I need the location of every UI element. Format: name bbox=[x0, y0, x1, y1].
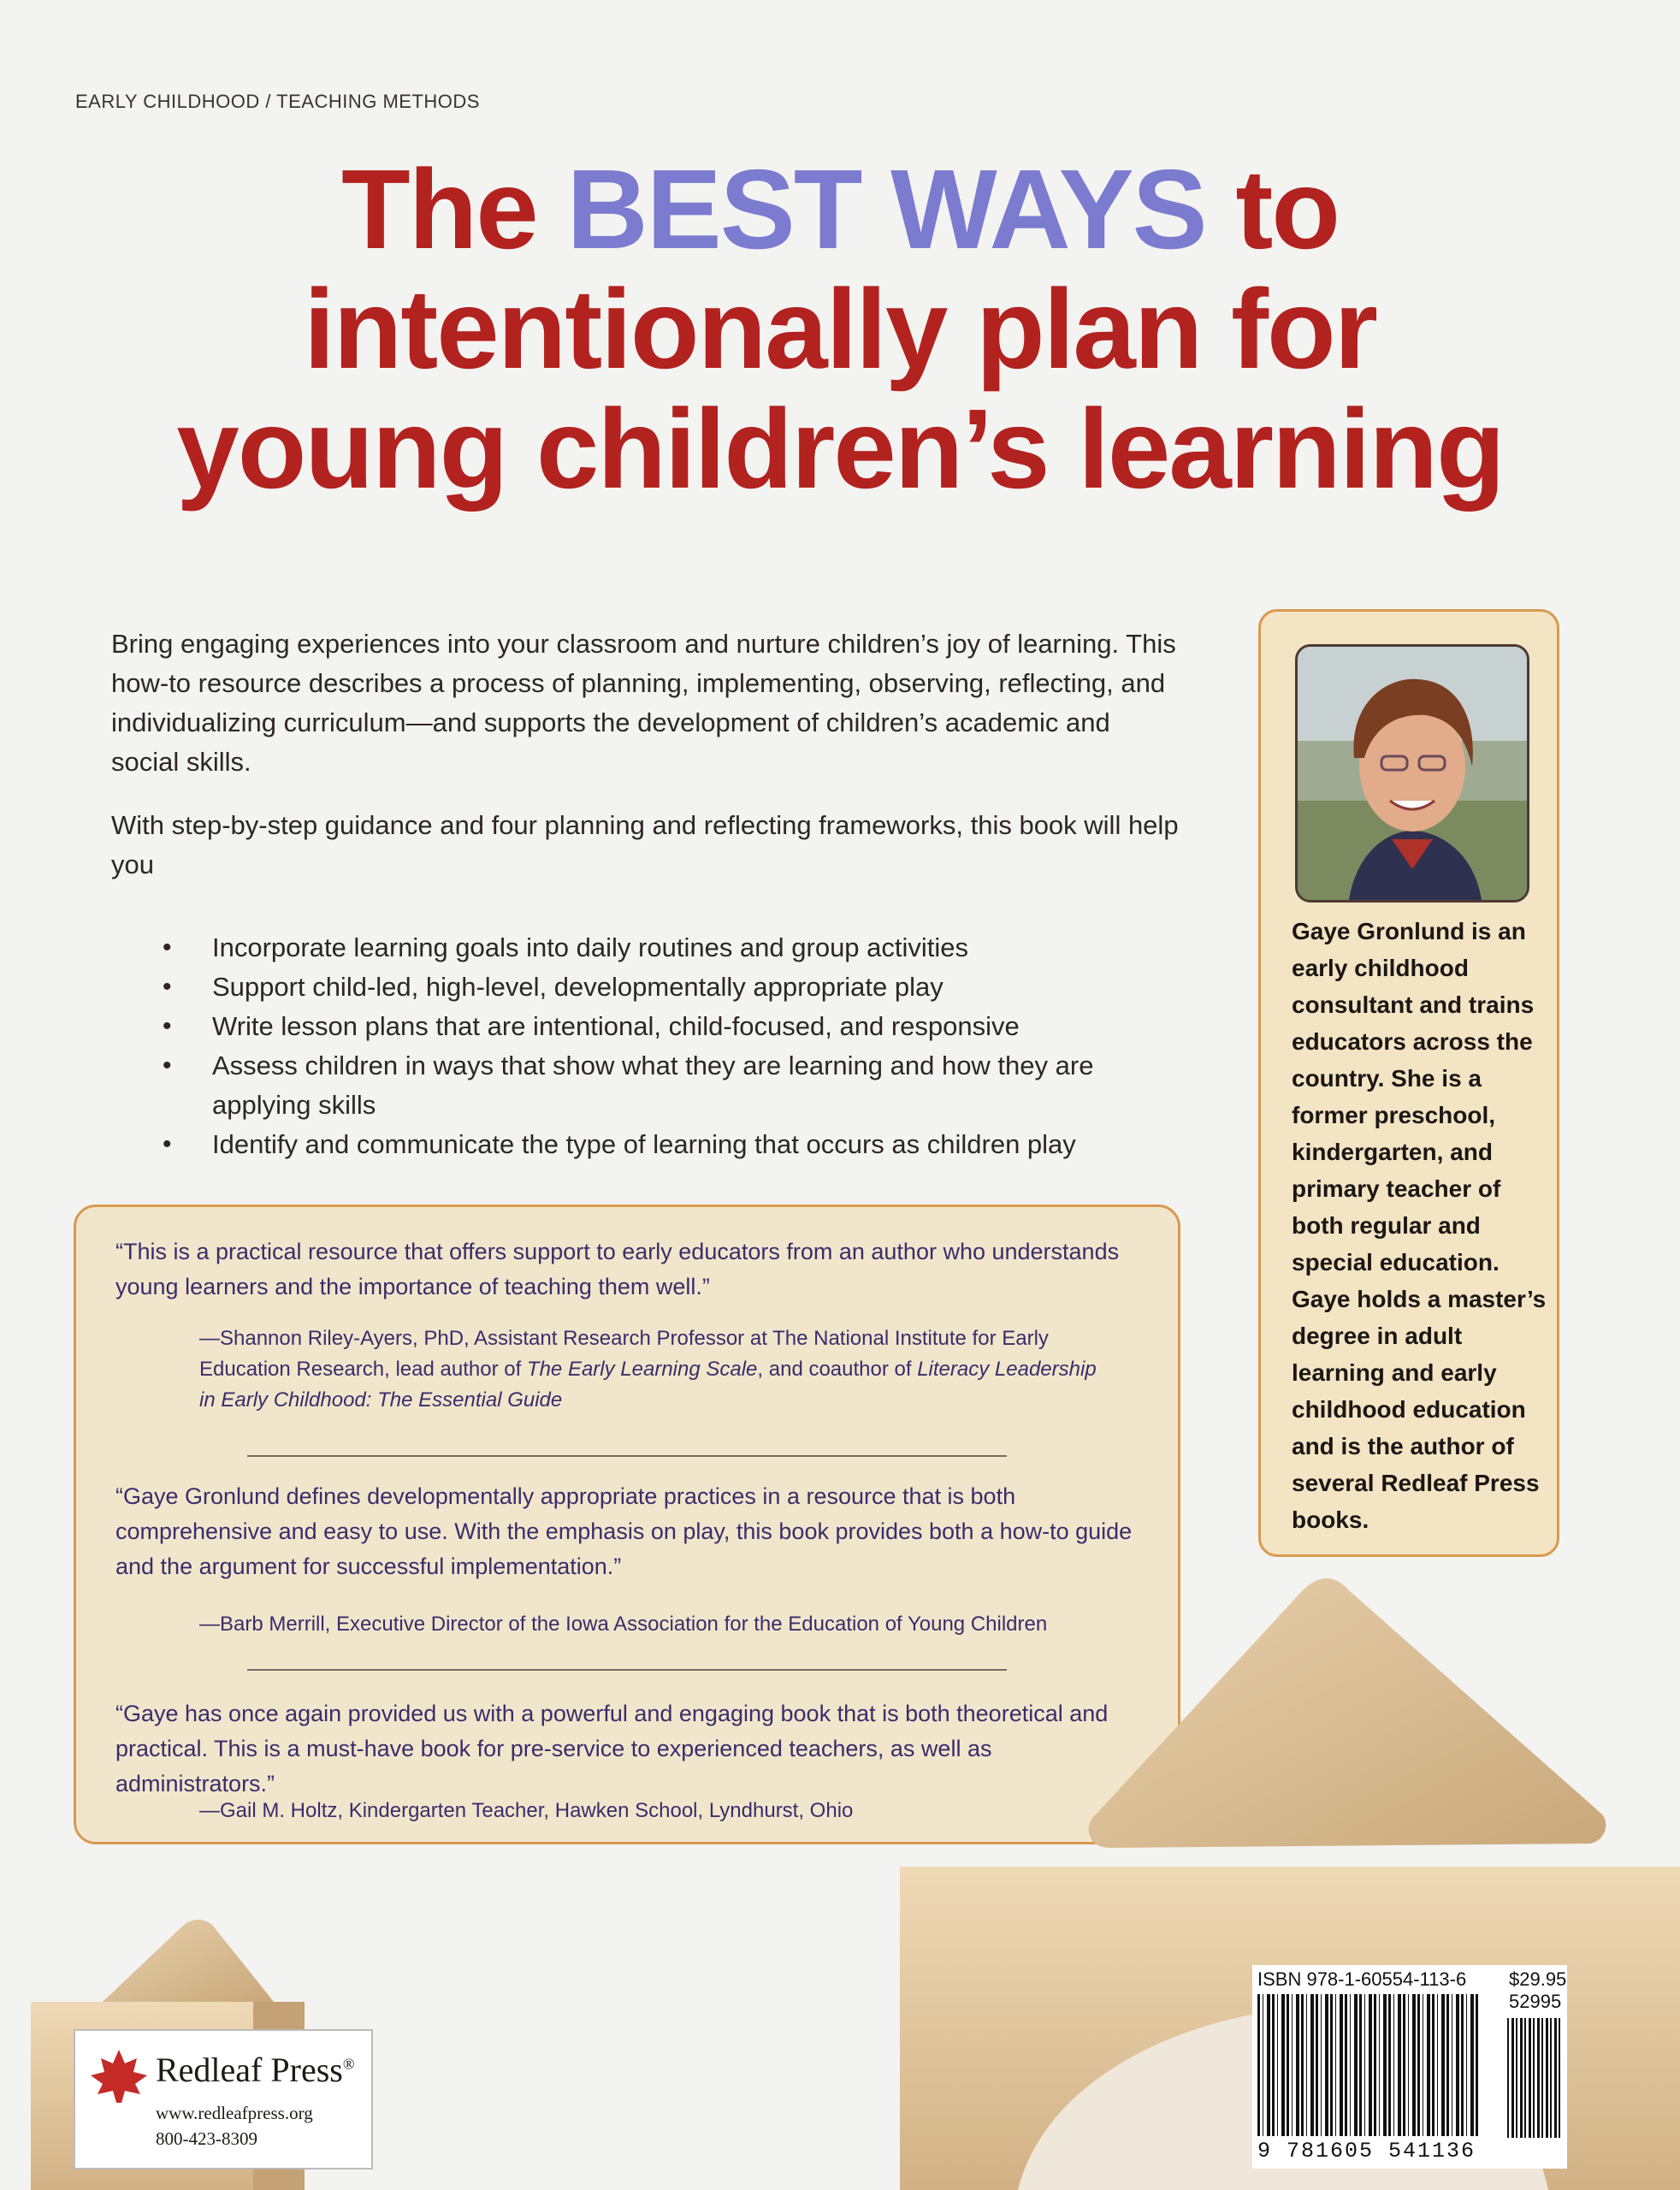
author-box bbox=[1258, 609, 1559, 1557]
bullet-icon: • bbox=[163, 1012, 172, 1040]
description-paragraph-2: With step-by-step guidance and four planning and reflecting frameworks, this book will help you bbox=[111, 810, 1179, 879]
headline-highlight: BEST WAYS bbox=[566, 146, 1206, 272]
author-bio: Gaye Gronlund is an early childhood consultant and trains educators across the country. She is a former preschool, kindergarten, and primary teacher of both regular and special education. Gaye holds a master’s degree in adult learning and early childhood education and is the author of several Redleaf Press books. bbox=[1292, 918, 1547, 1533]
list-item-text: Write lesson plans that are intentional, child-focused, and responsive bbox=[212, 1011, 1020, 1041]
triangle-block-right bbox=[1078, 1557, 1642, 1865]
barcode-icon bbox=[1257, 1994, 1480, 2136]
trademark-symbol: ® bbox=[342, 2055, 355, 2073]
list-item-text: Incorporate learning goals into daily routines and group activities bbox=[212, 932, 969, 962]
list-item bbox=[163, 928, 1189, 968]
price-label: $29.95 bbox=[1509, 1968, 1567, 1990]
publisher-name-text: Redleaf Press bbox=[156, 2051, 343, 2089]
publisher-url: www.redleafpress.org bbox=[156, 2103, 313, 2123]
price-barcode-icon bbox=[1507, 2018, 1560, 2138]
category-label: EARLY CHILDHOOD / TEACHING METHODS bbox=[75, 91, 480, 112]
endorsements-box bbox=[74, 1204, 1180, 1844]
isbn-label: ISBN 978-1-60554-113-6 bbox=[1257, 1968, 1467, 1990]
publisher-name bbox=[156, 2050, 355, 2090]
price-code: 52995 bbox=[1509, 1991, 1562, 2012]
attribution-text: , and coauthor of bbox=[757, 1358, 918, 1381]
publisher-label bbox=[74, 2029, 373, 2169]
list-item bbox=[163, 1125, 1189, 1164]
bullet-icon: • bbox=[163, 973, 172, 1001]
triangle-block-left bbox=[103, 1920, 274, 2002]
description-paragraph-1: Bring engaging experiences into your classroom and nurture children’s joy of learning. This how-to resource describes a process of planning, implementing, observing, reflecting, and individualizing curriculum—and supports the development of children’s academic and social skills. bbox=[111, 629, 1176, 777]
description bbox=[111, 624, 1180, 909]
list-item bbox=[163, 1046, 1189, 1125]
bullet-icon: • bbox=[163, 1051, 172, 1080]
list-item bbox=[163, 968, 1189, 1007]
author-portrait-icon bbox=[1298, 647, 1527, 900]
endorsement-attribution bbox=[199, 1323, 1106, 1416]
list-item-text: Assess children in ways that show what they are learning and how they are applying skills bbox=[212, 1051, 1094, 1120]
author-photo bbox=[1295, 644, 1529, 903]
publisher-phone: 800-423-8309 bbox=[156, 2128, 257, 2149]
headline-line-1 bbox=[0, 146, 1680, 272]
endorsement-attribution: —Gail M. Holtz, Kindergarten Teacher, Hawken School, Lyndhurst, Ohio bbox=[199, 1799, 854, 1822]
bullet-icon: • bbox=[163, 933, 172, 962]
attribution-title: The Early Learning Scale bbox=[526, 1358, 758, 1381]
divider bbox=[247, 1669, 1007, 1671]
headline-text: The bbox=[341, 146, 567, 272]
headline-line-2: intentionally plan for bbox=[303, 266, 1377, 392]
endorsement-quote: “This is a practical resource that offers support to early educators from an author who understands young learners and the importance of teaching them well.” bbox=[115, 1239, 1120, 1299]
attribution-title: Literacy Leadership in Early Childhood: The Essential Guide bbox=[199, 1358, 1097, 1412]
headline-line-3: young children’s learning bbox=[176, 386, 1504, 512]
divider bbox=[247, 1455, 1007, 1457]
maple-leaf-icon bbox=[87, 2046, 151, 2106]
headline-text: to bbox=[1205, 146, 1339, 272]
list-item-text: Support child-led, high-level, developmentally appropriate play bbox=[212, 972, 944, 1002]
barcode-box bbox=[1252, 1965, 1567, 2169]
headline bbox=[0, 146, 1680, 512]
endorsement-attribution: —Barb Merrill, Executive Director of the Iowa Association for the Education of Young Children bbox=[199, 1613, 1048, 1636]
benefit-list bbox=[163, 928, 1189, 1164]
barcode-number: 9 781605 541136 bbox=[1257, 2139, 1476, 2163]
bullet-icon: • bbox=[163, 1130, 172, 1158]
attribution-text: —Shannon Riley-Ayers, PhD, Assistant Research Professor at The National Institute for Early Education Research, lead author of bbox=[199, 1327, 1049, 1381]
endorsement-quote: “Gaye has once again provided us with a powerful and engaging book that is both theoretical and practical. This is a must-have book for pre-service to experienced teachers, as well as administrators.” bbox=[115, 1701, 1109, 1796]
endorsement-quote: “Gaye Gronlund defines developmentally appropriate practices in a resource that is both comprehensive and easy to use. With the emphasis on play, this book provides both a how-to guide and the argument for successful implementation.” bbox=[115, 1483, 1133, 1579]
list-item-text: Identify and communicate the type of learning that occurs as children play bbox=[212, 1129, 1076, 1159]
list-item bbox=[163, 1007, 1189, 1046]
